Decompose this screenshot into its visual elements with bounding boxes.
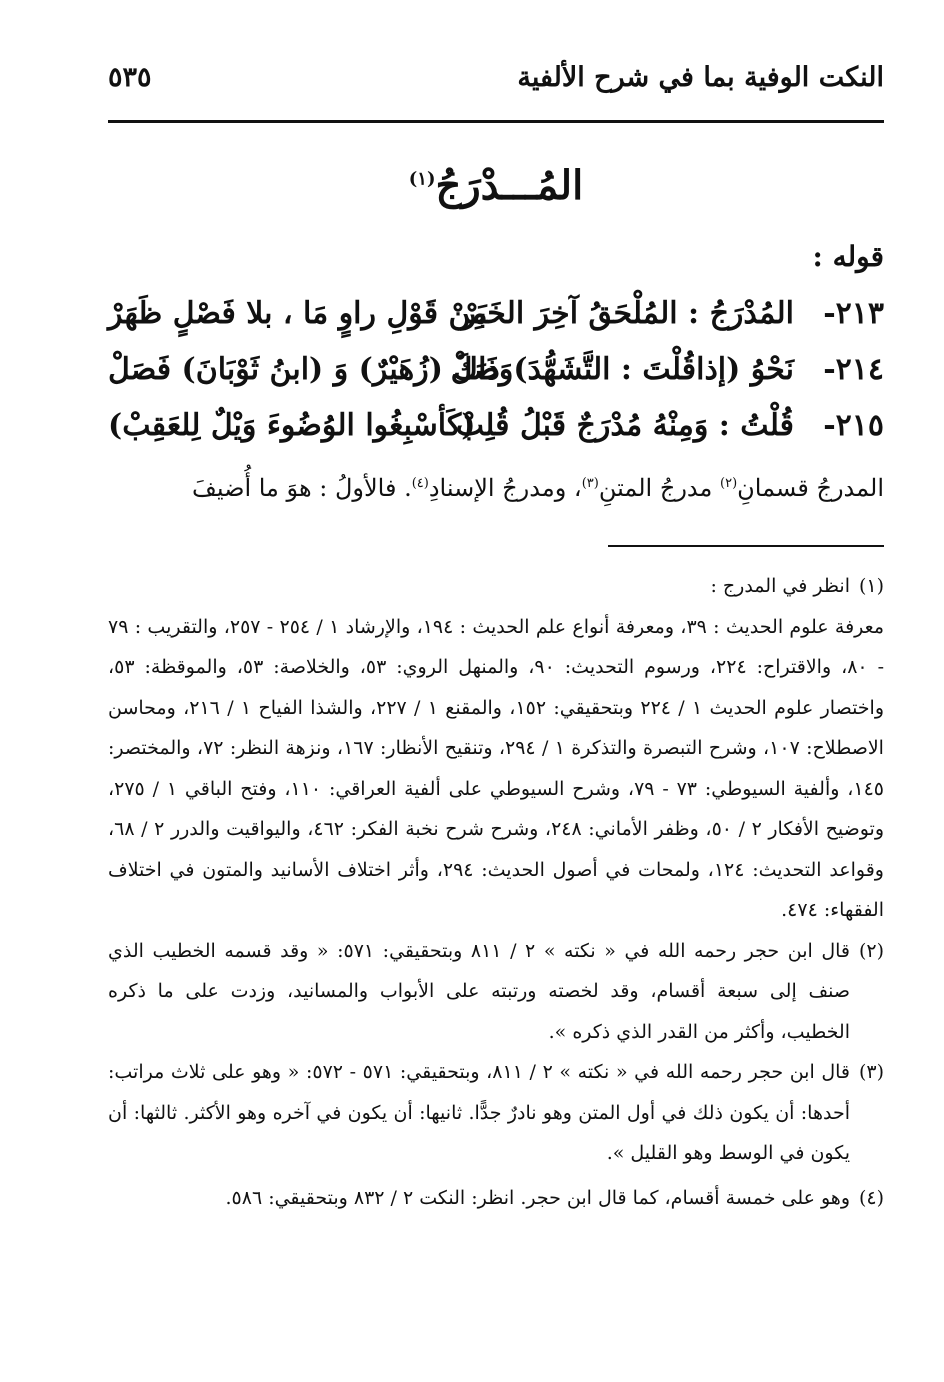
- footnote-separator: [608, 545, 884, 547]
- chapter-title: [108, 162, 884, 209]
- footnote-marker: (١): [858, 575, 884, 597]
- header-rule: [108, 120, 884, 123]
- verse-213: [108, 296, 884, 346]
- running-header: [108, 62, 884, 114]
- verse-second-hemistich: مِنْ قَوْلِ راوٍ مَا ، بلا فَصْلٍ ظَهَرْ: [108, 296, 488, 331]
- page-number: ٥٣٥: [108, 62, 152, 93]
- footnote-ref-3: (٣): [581, 476, 599, 491]
- body-text-3: ، ومدرجُ الإسنادِ: [428, 474, 582, 502]
- qawluh-label: قوله :: [812, 240, 884, 273]
- footnote-1: [108, 566, 884, 931]
- chapter-title-text: المُـــدْرَجُ: [435, 162, 584, 209]
- footnotes: [108, 566, 884, 1218]
- book-title: النكت الوفية بما في شرح الألفية: [517, 62, 884, 93]
- verse-number: ٢١٥-: [823, 408, 884, 443]
- footnote-marker: (٢): [858, 939, 884, 962]
- footnote-ref-4: (٤): [411, 476, 429, 491]
- footnote-text: معرفة علوم الحديث : ٣٩، ومعرفة أنواع علم الحديث : ١٩٤، والإرشاد ١ / ٢٥٤ - ٢٥٧، والتقريب : ٧٩ - ٨٠، والاقتراح: ٢٢٤، ورسوم التحديث: ٩٠، والمنهل الروي: ٥٣، والخلاصة: ٥٣، والموقظة: ٥٣، واختصار علوم الحديث ١ / ٢٢٤ وبتحقيقي: ١٥٢، والمقنع ١ / ٢٢٧، والشذا الفياح ١ / ٢١٦، ومحاسن الاصطلاح: ١٠٧، وشرح التبصرة والتذكرة ١ / ٢٩٤، وتنقيح الأنظار: ١٦٧، ونزهة النظر: ٧٢، والمختصر: ١٤٥، وألفية السيوطي: ٧٣ - ٧٩، وشرح السيوطي على ألفية العراقي: ١١٠، وفتح الباقي ١ / ٢٧٥، وتوضيح الأفكار ٢ / ٥٠، وظفر الأماني: ٢٤٨، وشرح شرح نخبة الفكر: ٤٦٢، واليواقيت والدرر ٢ / ٦٨، وقواعد التحديث: ١٢٤، ولمحات في أصول الحديث: ٢٩٤، وأثر اختلاف الأسانيد والمتون في اختلاف الفقهاء: ٤٧٤.: [108, 615, 885, 921]
- verse-second-hemistich: ذَاكَ (زُهَيْرٌ) وَ (ابنُ ثَوْبَانَ) فَصَلْ: [108, 352, 500, 387]
- verse-second-hemistich: (كَأسْبِغُوا الوُضُوءَ وَيْلٌ لِلعَقِبْ): [108, 408, 476, 443]
- footnote-ref-2: (٢): [720, 476, 738, 491]
- body-text-2: مدرجُ المتنِ: [598, 474, 720, 502]
- verse-first-hemistich: المُدْرَجُ : المُلْحَقُ آخِرَ الخَبَرْ: [461, 296, 794, 331]
- footnote-title: انظر في المدرج :: [710, 575, 850, 597]
- body-text-1: المدرجُ قسمانِ: [737, 474, 884, 502]
- footnote-text: قال ابن حجر رحمه الله في « نكته » ٢ / ٨١١ وبتحقيقي: ٥٧١: « وقد قسمه الخطيب الذي صنف إلى سبعة أقسام، وقد لخصته ورتبته على الأبواب والمسانيد، وزدت على ما ذكره الخطيب، وأكثر من القدر الذي ذكره ».: [108, 939, 851, 1043]
- footnote-marker: (٣): [858, 1061, 884, 1083]
- footnote-2: [108, 931, 884, 1053]
- footnote-3: [108, 1052, 884, 1174]
- verse-215: [108, 408, 884, 458]
- verse-214: [108, 352, 884, 402]
- body-paragraph: [108, 462, 884, 510]
- verse-number: ٢١٤-: [823, 352, 884, 387]
- footnote-text: قال ابن حجر رحمه الله في « نكته » ٢ / ٨١١، وبتحقيقي: ٥٧١ - ٥٧٢: « وهو على ثلاث مراتب: أحدها: أن يكون ذلك في أول المتن وهو نادرٌ جدًّا. ثانيها: أن يكون في آخره وهو الأكثر. ثالثها: أن يكون في الوسط وهو القليل ».: [108, 1061, 851, 1164]
- chapter-footnote-ref: (١): [408, 168, 436, 190]
- body-text-4: . فالأولُ : هوَ ما أُضيفَ: [191, 474, 412, 502]
- verse-number: ٢١٣-: [823, 296, 884, 331]
- footnote-marker: (٤): [858, 1186, 884, 1209]
- verse-first-hemistich: نَحْوُ (إذاقُلْتَ : التَّشَهُّدَ)وَصَلْ: [450, 352, 794, 387]
- footnote-4: [108, 1178, 884, 1219]
- verse-first-hemistich: قُلْتُ : وَمِنْهُ مُدْرَجٌ قَبْلُ قُلِبْ: [455, 408, 794, 443]
- footnote-text: وهو على خمسة أقسام، كما قال ابن حجر. انظر: النكت ٢ / ٨٣٢ وبتحقيقي: ٥٨٦.: [225, 1186, 850, 1209]
